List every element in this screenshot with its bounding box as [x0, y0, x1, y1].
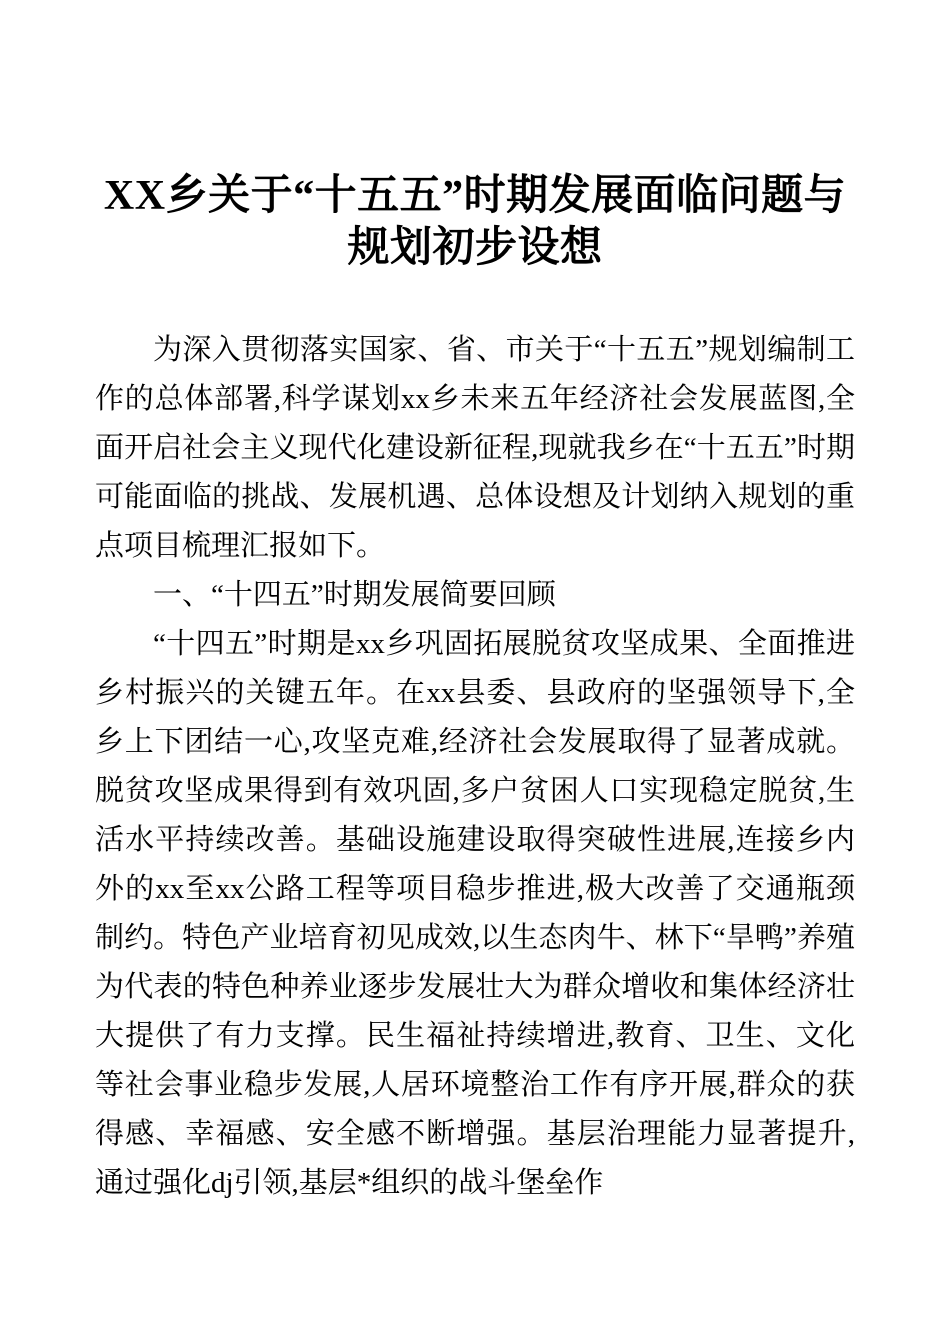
review-paragraph: “十四五”时期是xx乡巩固拓展脱贫攻坚成果、全面推进乡村振兴的关键五年。在xx县委、县政府的坚强领导下,全乡上下团结一心,攻坚克难,经济社会发展取得了显著成就。脱贫攻坚成果得到有效巩固,多户贫困人口实现稳定脱贫,生活水平持续改善。基础设施建设取得突破性进展,连接乡内外的xx至xx公路工程等项目稳步推进,极大改善了交通瓶颈制约。特色产业培育初见成效,以生态肉牛、林下“旱鸭”养殖为代表的特色种养业逐步发展壮大为群众增收和集体经济壮大提供了有力支撑。民生福祉持续增进,教育、卫生、文化等社会事业稳步发展,人居环境整治工作有序开展,群众的获得感、幸福感、安全感不断增强。基层治理能力显著提升,通过强化dj引领,基层*组织的战斗堡垒作: [95, 628, 855, 1199]
document-title: XX乡关于“十五五”时期发展面临问题与规划初步设想: [103, 173, 847, 271]
document-body: [95, 326, 855, 1208]
intro-paragraph: 为深入贯彻落实国家、省、市关于“十五五”规划编制工作的总体部署,科学谋划xx乡未来五年经济社会发展蓝图,全面开启社会主义现代化建设新征程,现就我乡在“十五五”时期可能面临的挑战、发展机遇、总体设想及计划纳入规划的重点项目梳理汇报如下。: [95, 334, 855, 562]
section-heading-1: 一、“十四五”时期发展简要回顾: [153, 579, 556, 611]
